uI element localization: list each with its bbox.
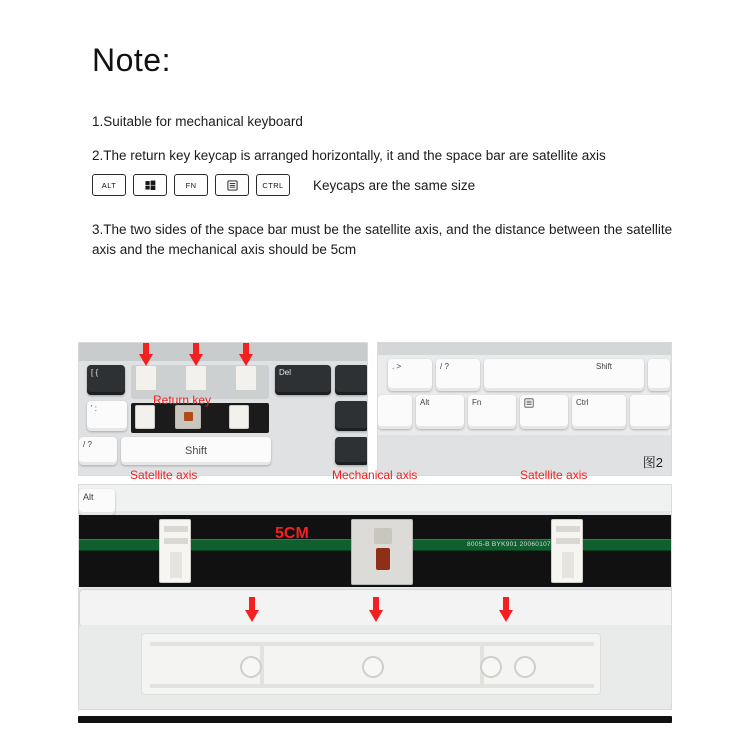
note-line-2: 2.The return key keycap is arranged horizontally, it and the space bar are satellite axis (92, 148, 606, 163)
mechanical-axis-switch (351, 519, 413, 585)
distance-label: 5CM (275, 525, 309, 542)
arrow-down-2 (189, 342, 203, 367)
keycap-ctrl (256, 174, 290, 196)
photo-key-gap-left (378, 395, 412, 429)
photo-return-key (78, 342, 368, 476)
mechanical-axis-label: Mechanical axis (332, 468, 418, 482)
page-title: Note: (92, 42, 171, 78)
photo-key-slash2-label: / ? (440, 362, 449, 371)
photo-key-edge (648, 359, 670, 391)
keycap-fn (174, 174, 208, 196)
footer-bar (78, 716, 672, 723)
photo-key-alt-left-label: Alt (83, 492, 94, 502)
stabilizer-right (235, 365, 257, 391)
photo-key-period (388, 359, 432, 391)
keycap-sample-row (92, 174, 475, 196)
keycap-alt (92, 174, 126, 196)
photo-key-alt (416, 395, 464, 429)
stabilizer-socket-left (240, 656, 262, 678)
menu-icon (215, 174, 249, 196)
spacebar-underside (141, 633, 601, 695)
photo-key-quote-label: ' : (91, 404, 97, 413)
photo-key-extra-3 (335, 437, 368, 465)
keycap-ctrl-label: CTRL (262, 180, 284, 190)
satellite-axis-right-label: Satellite axis (520, 468, 588, 482)
stabilizer-socket-center (362, 656, 384, 678)
menu-icon (524, 398, 534, 408)
photo-key-slash2 (436, 359, 480, 391)
photo-modifier-keys (377, 342, 672, 476)
photo-key-del-label: Del (279, 368, 292, 377)
keycap-alt-label: ALT (101, 180, 117, 190)
keycap-row-note: Keycaps are the same size (313, 177, 476, 193)
arrow-down-spacebar-2 (369, 597, 383, 623)
stabilizer-center (185, 365, 207, 391)
photo-key-shift2-label: Shift (596, 362, 613, 371)
stabilizer-left (135, 365, 157, 391)
photo-key-del (275, 365, 331, 395)
satellite-axis-left (159, 519, 191, 583)
arrow-down-spacebar-3 (499, 597, 513, 623)
arrow-down-1 (139, 342, 153, 367)
photo-montage (78, 342, 672, 710)
photo-key-ctrl (572, 395, 626, 429)
satellite-axis-right (551, 519, 583, 583)
arrow-down-spacebar-1 (245, 597, 259, 623)
photo-key-fn-label: Fn (472, 398, 482, 407)
stabilizer-socket-right-2 (514, 656, 536, 678)
arrow-down-3 (239, 342, 253, 367)
photo-key-slash (79, 437, 117, 465)
note-line-3: 3.The two sides of the space bar must be the satellite axis, and the distance between the satellite axis and the mechanical axis should be 5cm (92, 222, 673, 257)
photo-spacebar-assembly (78, 484, 672, 710)
photo-key-slash-label: / ? (83, 440, 92, 449)
stabilizer-socket-right (480, 656, 502, 678)
photo-key-ctrl-label: Ctrl (576, 398, 589, 407)
photo-key-extra-1 (335, 365, 368, 395)
photo-key-shift-label: Shift (184, 445, 207, 457)
mechanical-switch (175, 405, 201, 429)
figure-label: 图2 (642, 455, 663, 470)
stabilizer-lower-right (229, 405, 249, 429)
photo-key-shift2 (484, 359, 644, 391)
pcb-silkscreen-text: 8005-B BYK901 20060107 (467, 541, 551, 548)
photo-key-shift (121, 437, 271, 465)
photo-key-quote (87, 401, 127, 431)
stabilizer-lower-left (135, 405, 155, 429)
photo-key-gap-right (630, 395, 670, 429)
photo-key-fn (468, 395, 516, 429)
photo-key-bracket-label: [ { (91, 368, 99, 377)
photo-key-alt-label: Alt (420, 398, 430, 407)
satellite-axis-left-label: Satellite axis (130, 468, 198, 482)
photo-key-extra-2 (335, 401, 368, 431)
windows-icon (133, 174, 167, 196)
photo-key-bracket (87, 365, 125, 395)
photo-key-alt-left (79, 489, 115, 515)
photo-key-menu (520, 395, 568, 429)
note-line-1: 1.Suitable for mechanical keyboard (92, 114, 303, 129)
keycap-fn-label: FN (185, 180, 197, 190)
return-key-label: Return key (153, 393, 212, 407)
photo-key-period-label: . > (392, 362, 402, 371)
